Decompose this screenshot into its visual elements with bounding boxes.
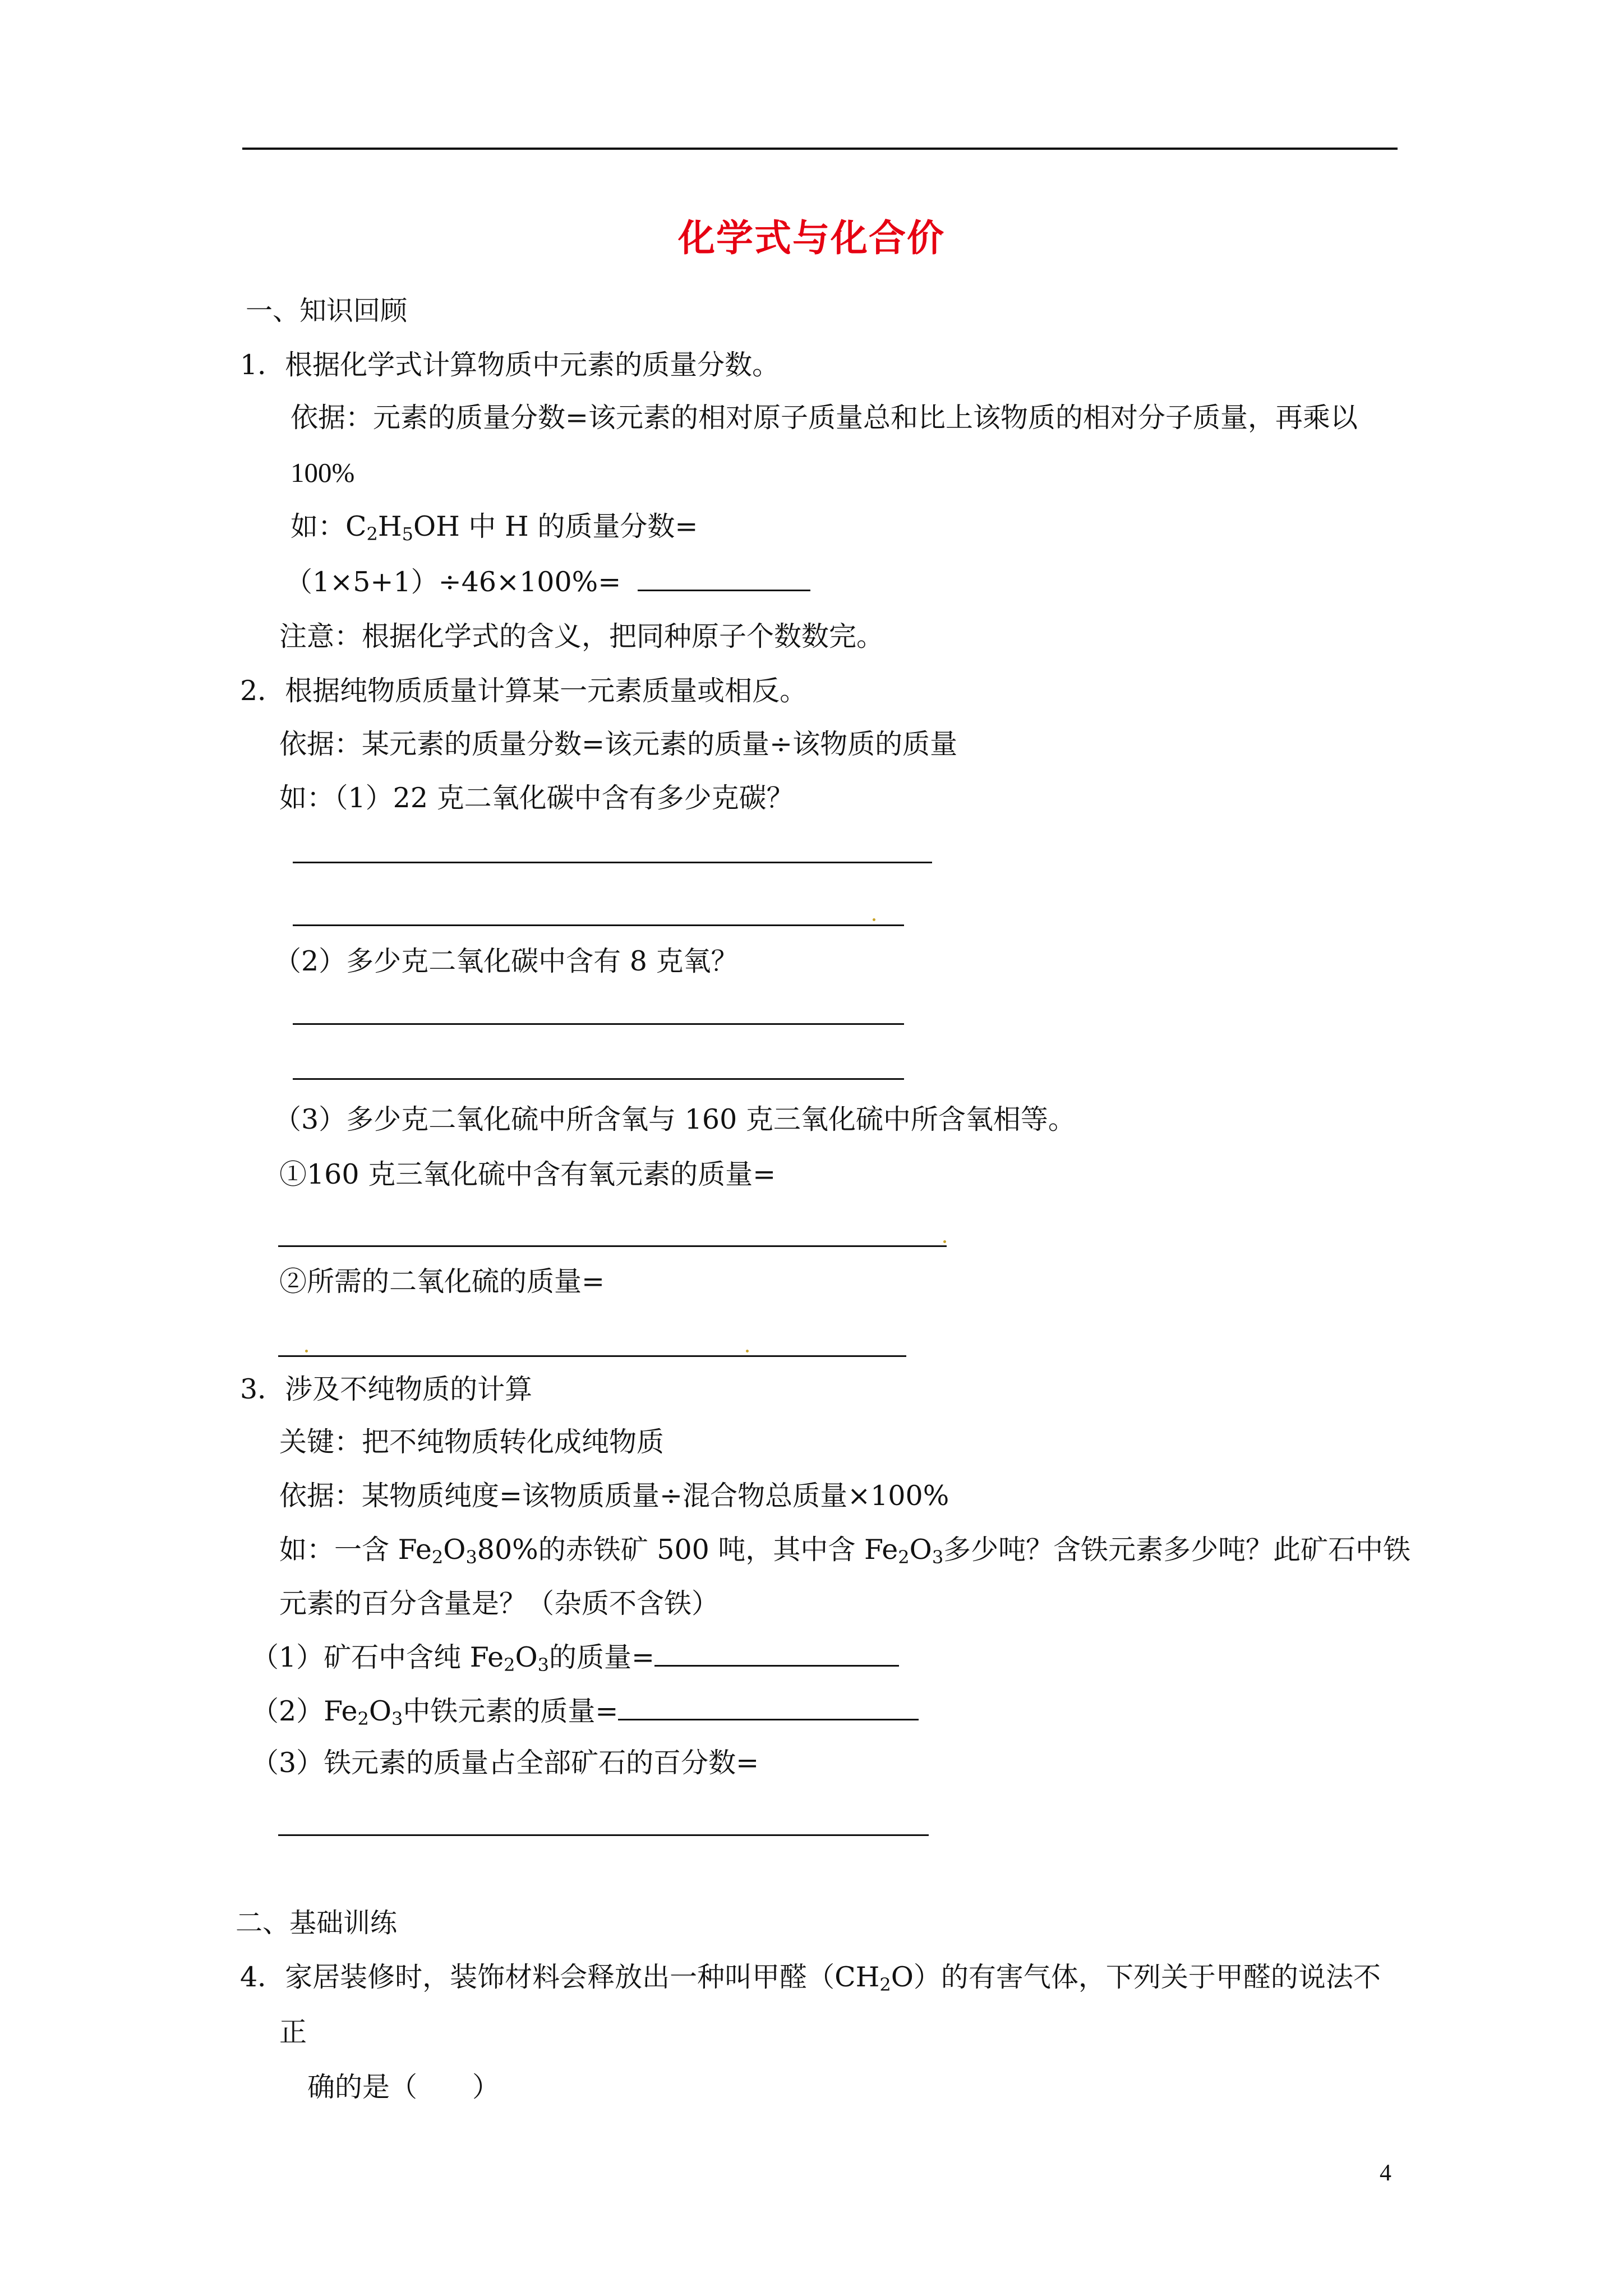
q3-part3: （3）铁元素的质量占全部矿石的百分数= bbox=[251, 1747, 759, 1779]
subscript-2: 2 bbox=[879, 1974, 891, 1995]
q3-basis: 依据：某物质纯度=该物质质量÷混合物总质量×100% bbox=[279, 1480, 949, 1512]
q4-line1 bbox=[240, 1961, 1381, 1994]
subscript-3: 3 bbox=[932, 1547, 944, 1568]
q2-ex1-answer-line-2[interactable] bbox=[293, 924, 904, 926]
q4-line2: 正 bbox=[279, 2016, 307, 2048]
scan-speck bbox=[943, 1240, 946, 1243]
q2-example-2: （2）多少克二氧化碳中含有 8 克氧？ bbox=[274, 945, 739, 977]
subscript-2: 2 bbox=[898, 1547, 910, 1568]
q2-example-3-step1: ①160 克三氧化硫中含有氧元素的质量= bbox=[279, 1158, 776, 1190]
section-heading-basic-training: 二、基础训练 bbox=[236, 1907, 398, 1939]
q1-basis-line2: 100% bbox=[291, 457, 355, 488]
q3-part3-answer-line[interactable] bbox=[278, 1834, 929, 1836]
q1-answer-blank[interactable] bbox=[638, 565, 810, 591]
q3-part1-a: （1）矿石中含纯 Fe bbox=[251, 1641, 504, 1673]
q2-basis: 依据：某元素的质量分数=该元素的质量÷该物质的质量 bbox=[279, 728, 958, 760]
q3-key: 关键：把不纯物质转化成纯物质 bbox=[279, 1426, 665, 1458]
scan-speck bbox=[873, 918, 875, 921]
q2-example-3: （3）多少克二氧化硫中所含氧与 160 克三氧化硫中所含氧相等。 bbox=[274, 1103, 1076, 1135]
q1-example-sub2: 5 bbox=[402, 523, 413, 545]
q1-example-prefix: 如：C bbox=[291, 510, 367, 542]
subscript-3: 3 bbox=[465, 1547, 477, 1568]
q3-ex-part-b: O bbox=[443, 1534, 466, 1566]
q1-calc-text: （1×5+1）÷46×100%= bbox=[285, 566, 621, 598]
section-heading-review: 一、知识回顾 bbox=[246, 295, 408, 326]
q2-heading: 2．根据纯物质质量计算某一元素质量或相反。 bbox=[240, 675, 808, 707]
subscript-2: 2 bbox=[431, 1547, 444, 1568]
q3-part2 bbox=[251, 1694, 919, 1728]
q1-calc bbox=[285, 565, 810, 599]
q2-example-1: 如：（1）22 克二氧化碳中含有多少克碳？ bbox=[279, 782, 794, 814]
q3-example-line2: 元素的百分含量是？（杂质不含铁） bbox=[279, 1588, 720, 1619]
q3-heading: 3．涉及不纯物质的计算 bbox=[240, 1373, 533, 1405]
q3-part1-c: 的质量= bbox=[548, 1641, 655, 1673]
q3-ex-part-c: 80%的赤铁矿 500 吨，其中含 Fe bbox=[477, 1534, 898, 1566]
q1-note: 注意：根据化学式的含义，把同种原子个数数完。 bbox=[279, 620, 884, 652]
q3-part2-c: 中铁元素的质量= bbox=[403, 1695, 619, 1727]
q1-example-suffix: OH 中 H 的质量分数= bbox=[413, 510, 698, 542]
q3-ex-part-e: 多少吨？含铁元素多少吨？此矿石中铁 bbox=[943, 1534, 1411, 1566]
page-number: 4 bbox=[1380, 2160, 1391, 2186]
q1-example bbox=[291, 510, 698, 544]
q2-ex3-step1-answer-line[interactable] bbox=[278, 1245, 947, 1247]
q1-example-mid: H bbox=[377, 510, 402, 542]
q3-part2-answer-blank[interactable] bbox=[618, 1694, 919, 1720]
q1-basis-line1: 依据：元素的质量分数=该元素的相对原子质量总和比上该物质的相对分子质量，再乘以 bbox=[291, 402, 1358, 434]
q3-part1-b: O bbox=[515, 1641, 538, 1673]
q2-ex3-step2-answer-line[interactable] bbox=[278, 1355, 906, 1357]
q1-heading: 1．根据化学式计算物质中元素的质量分数。 bbox=[240, 349, 780, 381]
header-rule bbox=[242, 148, 1398, 150]
q3-part2-a: （2）Fe bbox=[251, 1695, 358, 1727]
q3-example-line1 bbox=[279, 1533, 1410, 1567]
scan-speck bbox=[305, 1350, 308, 1352]
q4-line1-a: 4．家居装修时，装饰材料会释放出一种叫甲醛（CH bbox=[240, 1961, 880, 1993]
q3-part1-answer-blank[interactable] bbox=[654, 1640, 899, 1667]
q4-line1-b: O）的有害气体，下列关于甲醛的说法不 bbox=[891, 1961, 1381, 1993]
q3-part1 bbox=[251, 1640, 899, 1674]
q3-ex-part-d: O bbox=[909, 1534, 932, 1566]
q2-ex2-answer-line-1[interactable] bbox=[293, 1023, 904, 1025]
q3-ex-part-a: 如：一含 Fe bbox=[279, 1534, 432, 1566]
subscript-3: 3 bbox=[391, 1708, 403, 1729]
q1-example-sub1: 2 bbox=[366, 523, 378, 545]
q2-ex1-answer-line-1[interactable] bbox=[293, 862, 932, 863]
scan-speck bbox=[746, 1350, 749, 1352]
q4-line3: 确的是（ ） bbox=[307, 2071, 500, 2103]
q3-part2-b: O bbox=[368, 1695, 392, 1727]
subscript-2: 2 bbox=[357, 1708, 369, 1729]
document-title: 化学式与化合价 bbox=[678, 217, 945, 260]
subscript-3: 3 bbox=[537, 1654, 549, 1676]
q2-ex2-answer-line-2[interactable] bbox=[293, 1078, 904, 1080]
subscript-2: 2 bbox=[504, 1654, 515, 1676]
q2-example-3-step2: ②所需的二氧化硫的质量= bbox=[279, 1266, 605, 1297]
